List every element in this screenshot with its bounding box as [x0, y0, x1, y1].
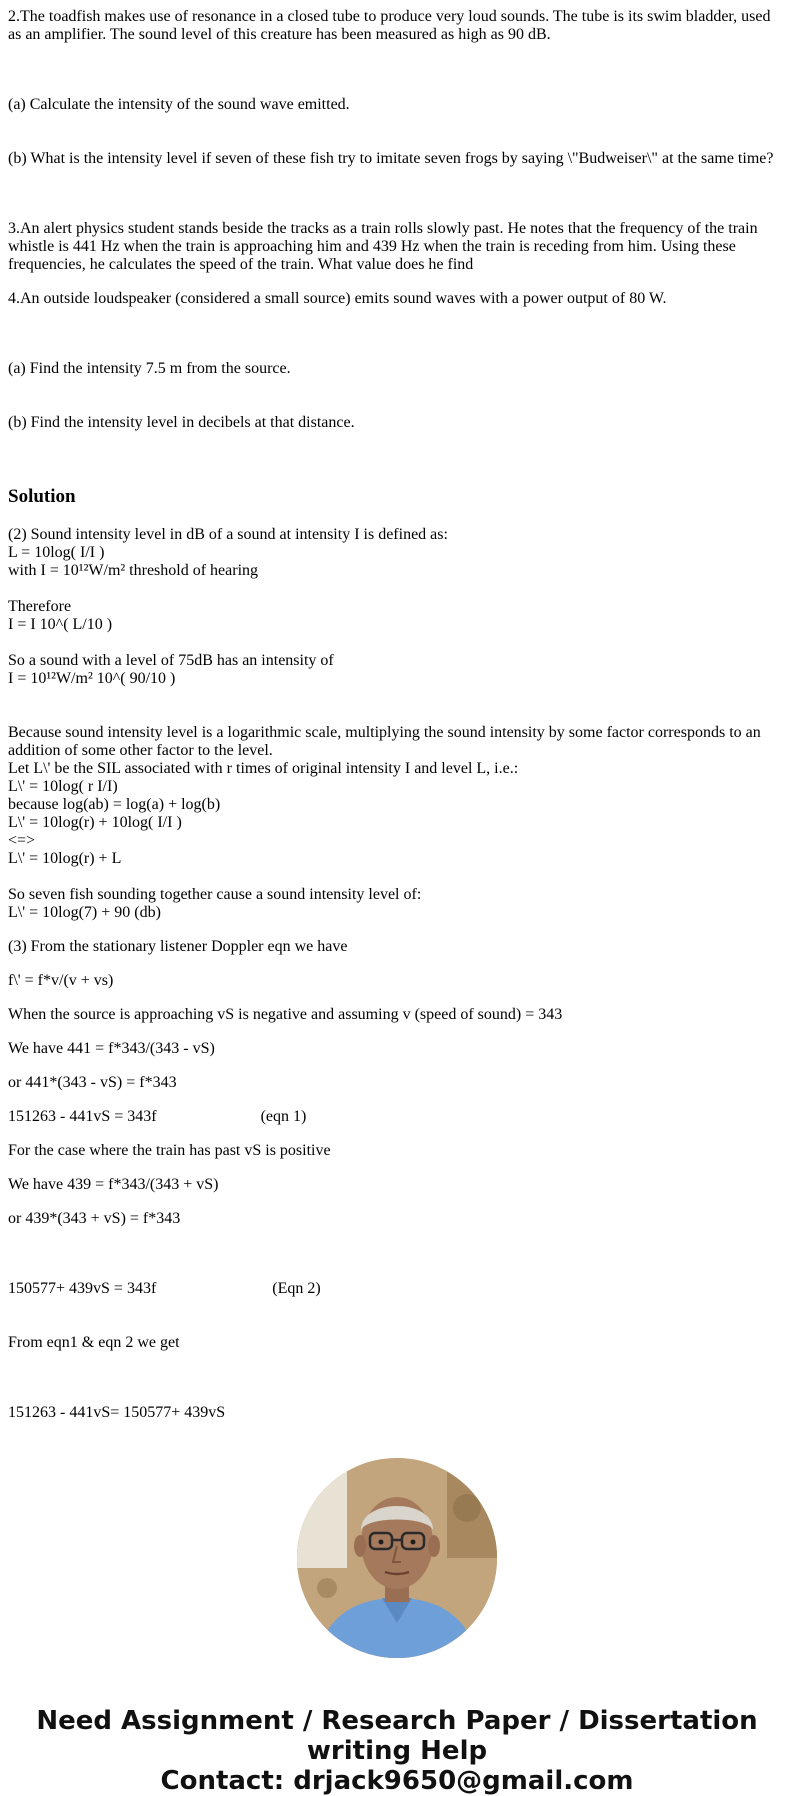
question-4-parts: [8, 324, 786, 468]
recede-equation-1: We have 439 = f*343/(343 + vS): [8, 1176, 219, 1193]
question-2-parts: [8, 60, 786, 204]
blank-line: [8, 688, 786, 706]
document-page: [0, 8, 794, 1796]
footer-contact[interactable]: Contact: drjack9650@gmail.com: [160, 1766, 634, 1796]
author-avatar: [297, 1458, 497, 1658]
approach-equation-1: We have 441 = f*343/(343 - vS): [8, 1040, 215, 1057]
blank-line: [8, 706, 786, 724]
combine-equation: 151263 - 441vS= 150577+ 439vS: [8, 1404, 226, 1421]
question-2a: (a) Calculate the intensity of the sound wave emitted.: [8, 96, 350, 113]
question-3: 3.An alert physics student stands beside the tracks as a train rolls slowly past. He notes that the frequency of the train whistle is 441 Hz when the train is approaching him and 439 Hz when the train is receding from him. Using these frequencies, he calculates the speed of the train. What value does he find: [8, 220, 762, 273]
approach-equation-2: or 441*(343 - vS) = f*343: [8, 1074, 177, 1091]
solution-line: So a sound with a level of 75dB has an intensity of: [8, 652, 334, 669]
solution-line: because log(ab) = log(a) + log(b): [8, 796, 221, 813]
solution-line: I = 10¹²W/m² 10^( 90/10 ): [8, 670, 176, 687]
recede-equation-2: or 439*(343 + vS) = f*343: [8, 1210, 181, 1227]
solution-line: So seven fish sounding together cause a sound intensity level of:: [8, 886, 422, 903]
question-4b: (b) Find the intensity level in decibels at that distance.: [8, 414, 355, 431]
recede-note: For the case where the train has past vS is positive: [8, 1142, 331, 1159]
blank-line: [8, 634, 786, 652]
solution-line: Therefore: [8, 598, 72, 615]
solution-line: Because sound intensity level is a logarithmic scale, multiplying the sound intensity by some factor corresponds to an addition of some other factor to the level.: [8, 724, 765, 759]
author-portrait-icon: [297, 1458, 497, 1658]
footer-line-2: writing Help: [306, 1736, 488, 1766]
solution-line: L\' = 10log(r) + 10log( I/I ): [8, 814, 182, 831]
solution-line: Let L\' be the SIL associated with r times of original intensity I and level L, i.e.:: [8, 760, 519, 777]
solution-line: L\' = 10log(7) + 90 (db): [8, 904, 161, 921]
author-photo-container: [8, 1458, 786, 1658]
question-2b: (b) What is the intensity level if seven of these fish try to imitate seven frogs by saying \"Budweiser\" at the same time?: [8, 150, 774, 167]
solution-line: L = 10log( I/I ): [8, 544, 105, 561]
approach-note: When the source is approaching vS is negative and assuming v (speed of sound) = 343: [8, 1006, 563, 1023]
solution-line: L\' = 10log(r) + L: [8, 850, 122, 867]
help-footer: [8, 1706, 786, 1796]
question-4-intro: 4.An outside loudspeaker (considered a small source) emits sound waves with a power output of 80 W.: [8, 290, 667, 307]
combine-note: From eqn1 & eqn 2 we get: [8, 1334, 180, 1351]
recede-equation-3: 150577+ 439vS = 343f (Eqn 2): [8, 1280, 321, 1297]
doppler-equation: f\' = f*v/(v + vs): [8, 972, 114, 989]
solution-line: L\' = 10log( r I/I): [8, 778, 118, 795]
question-2-intro: 2.The toadfish makes use of resonance in a closed tube to produce very loud sounds. The tube is its swim bladder, used as an amplifier. The sound level of this creature has been measured as high as 90 dB.: [8, 8, 775, 43]
recede-equation-3-block: [8, 1244, 786, 1388]
solution-part-3-title: (3) From the stationary listener Doppler eqn we have: [8, 938, 348, 955]
solution-heading: Solution: [8, 486, 76, 507]
solution-line: I = I 10^( L/10 ): [8, 616, 113, 633]
solution-line: <=>: [8, 832, 36, 849]
question-4a: (a) Find the intensity 7.5 m from the source.: [8, 360, 291, 377]
footer-line-1: Need Assignment / Research Paper / Dissertation: [36, 1706, 758, 1736]
approach-equation-3: 151263 - 441vS = 343f (eqn 1): [8, 1108, 307, 1125]
solution-line: (2) Sound intensity level in dB of a sound at intensity I is defined as:: [8, 526, 448, 543]
blank-line: [8, 868, 786, 886]
solution-part-2: [8, 526, 786, 922]
blank-line: [8, 580, 786, 598]
solution-line: with I = 10¹²W/m² threshold of hearing: [8, 562, 259, 579]
